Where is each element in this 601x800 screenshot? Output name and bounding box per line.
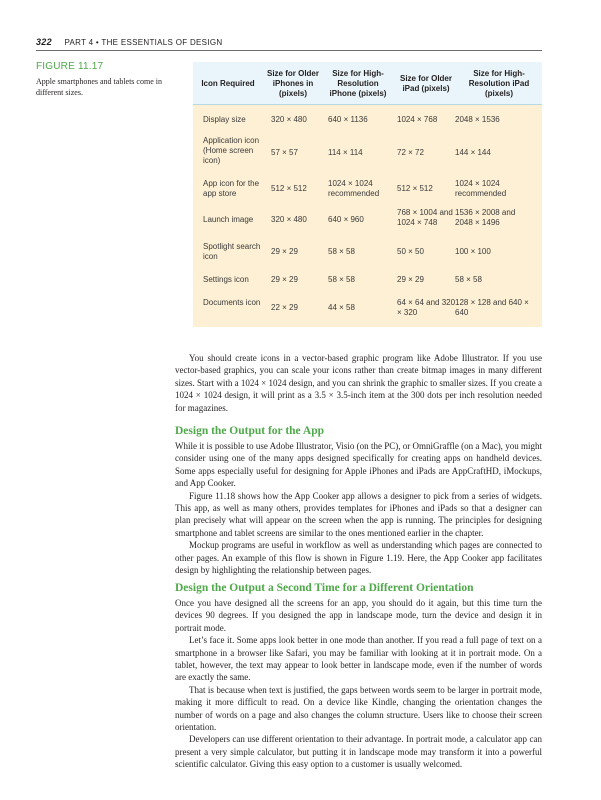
table-cell: App icon for the app store <box>203 179 260 198</box>
table-cell: 1024 × 1024 recommended <box>328 179 380 198</box>
table-cell: 100 × 100 <box>455 247 491 256</box>
table-cell: Application icon (Home screen icon) <box>203 136 260 165</box>
table-cell: Settings icon <box>203 275 249 284</box>
header-title: THE ESSENTIALS OF DESIGN <box>101 38 223 47</box>
table-cell: 72 × 72 <box>397 148 424 157</box>
table-cell: 2048 × 1536 <box>455 115 500 124</box>
table-cell: 1024 × 768 <box>397 115 438 124</box>
table-cell: Display size <box>203 115 246 124</box>
table-cell: Launch image <box>203 215 254 224</box>
table-cell: 50 × 50 <box>397 247 424 256</box>
page-number: 322 <box>36 37 52 47</box>
table-cell: 58 × 58 <box>455 275 482 284</box>
intro-paragraph: You should create icons in a vector-based graphic program like Adobe Illustrator. If you use vector-based graphics, you can scale your icons rather than create bitmap images in many different sizes. Start with a 1024 × 1024 design, and you can shrink the graphic to smaller sizes. If you create a 1024 × 1024 design, it will print as a 3.5 × 3.5-inch item at the 300 dots per inch resolution needed for magazines. <box>175 353 542 413</box>
col-header-older-iphone: Size for Older iPhones in (pixels) <box>266 69 319 98</box>
table-cell: 640 × 1136 <box>328 115 368 124</box>
figure-label: FIGURE 11.17 <box>36 61 104 72</box>
section1-paragraph-1: While it is possible to use Adobe Illustrator, Visio (on the PC), or OmniGraffle (on a Mac), you might consider using one of the many apps designed specifically for creating apps on handheld devices. Some apps especially useful for designing for Apple iPhones and iPads are AppCraftHD, iMockups, and App Cooker. <box>175 441 542 489</box>
table-cell: Documents icon <box>203 298 261 307</box>
running-header <box>36 37 222 47</box>
section-heading-design-output: Design the Output for the App <box>175 425 324 437</box>
section2-paragraph-4: Developers can use different orientation to their advantage. In portrait mode, a calculator app can present a very simple calculator, but putting it in landscape mode may transform it into a powerful scientific calculator. Giving this easy option to a customer is usually welcomed. <box>175 734 542 770</box>
table-header-row <box>193 62 542 105</box>
table-cell: 144 × 144 <box>455 148 491 157</box>
icon-size-table <box>193 62 542 327</box>
table-cell: 512 × 512 <box>397 184 433 193</box>
table-cell: 57 × 57 <box>271 148 298 157</box>
col-header-older-ipad: Size for Older iPad (pixels) <box>399 74 452 93</box>
header-rule <box>36 50 542 51</box>
section2-text <box>175 597 542 771</box>
figure-caption: Apple smartphones and tablets come in different sizes. <box>36 77 162 97</box>
col-header-hires-iphone: Size for High-Resolution iPhone (pixels) <box>329 69 387 98</box>
section2-paragraph-2: Let’s face it. Some apps look better in one mode than another. If you read a full page of text on a smartphone in a browser like Safari, you may be familiar with looking at it in portrait mode. On a tablet, however, the text may appear to look better in landscape mode, even if the number of words are exactly the same. <box>175 635 542 683</box>
table-cell: 128 × 128 and 640 × 640 <box>455 298 529 317</box>
col-header-icon: Icon Required <box>201 79 255 88</box>
table-cell: 114 × 114 <box>328 148 363 157</box>
table-cell: 320 × 480 <box>271 115 307 124</box>
table-cell: 64 × 64 and 320 × 320 <box>397 298 456 317</box>
table-cell: Spotlight search icon <box>203 242 261 261</box>
table-cell: 1536 × 2008 and 2048 × 1496 <box>455 208 516 227</box>
section1-paragraph-2: Figure 11.18 shows how the App Cooker app allows a designer to pick from a series of widgets. This app, as well as many others, provides templates for iPhones and iPads so that a designer can plan precisely what will appear on the screen when the app is running. The principles for designing smartphone and tablet screens are similar to the ones mentioned earlier in the chapter. <box>175 490 542 538</box>
table-cell: 768 × 1004 and 1024 × 748 <box>397 208 453 227</box>
table-cell: 58 × 58 <box>328 275 355 284</box>
table-cell: 512 × 512 <box>271 184 307 193</box>
table-cell: 58 × 58 <box>328 247 355 256</box>
table-cell: 44 × 58 <box>328 303 355 312</box>
section2-paragraph-1: Once you have designed all the screens for an app, you should do it again, but this time turn the devices 90 degrees. If you designed the app in landscape mode, turn the device and design it in portrait mode. <box>175 598 542 633</box>
table-cell: 640 × 960 <box>328 215 364 224</box>
section-heading-orientation: Design the Output a Second Time for a Different Orientation <box>175 582 474 594</box>
table-cell: 29 × 29 <box>271 247 298 256</box>
section1-paragraph-3: Mockup programs are useful in workflow as well as understanding which pages are connected to other pages. An example of this flow is shown in Figure 1.19. Here, the App Cooker app facilitates design by highlighting the relationship between pages. <box>175 540 542 576</box>
col-header-hires-ipad: Size for High-Resolution iPad (pixels) <box>468 69 530 98</box>
intro-paragraph-block <box>175 352 542 414</box>
section2-paragraph-3: That is because when text is justified, the gaps between words seem to be larger in portrait mode, making it more difficult to read. On a device like Kindle, changing the orientation changes the number of words on a page and also changes the column structure. Users like to choose their screen orientation. <box>175 684 542 733</box>
table-cell: 29 × 29 <box>397 275 424 284</box>
table-cell: 1024 × 1024 recommended <box>455 179 507 198</box>
part-label: PART 4 <box>64 38 94 47</box>
table-cell: 22 × 29 <box>271 303 298 312</box>
section1-text <box>175 440 542 576</box>
table-cell: 29 × 29 <box>271 275 298 284</box>
table-cell: 320 × 480 <box>271 215 307 224</box>
header-bullet: • <box>95 38 100 47</box>
